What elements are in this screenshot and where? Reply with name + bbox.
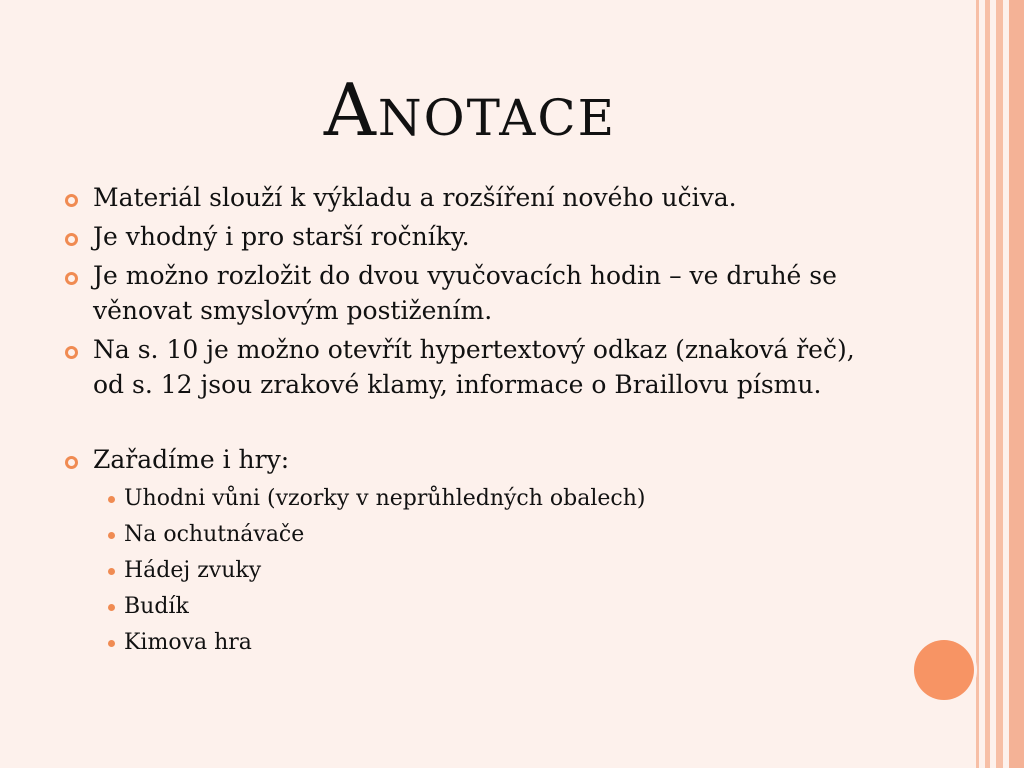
ring-bullet-icon: [65, 456, 78, 469]
ring-bullet-icon: [65, 194, 78, 207]
game-item: [83, 517, 882, 553]
games-list: [93, 481, 882, 661]
dot-bullet-icon: [108, 532, 115, 539]
game-item: [83, 589, 882, 625]
game-text: Uhodni vůni (vzorky v neprůhledných obalech): [124, 486, 646, 511]
bullet-item: [62, 180, 882, 215]
bullet-item: [62, 258, 882, 328]
bullet-item: [62, 332, 882, 402]
bullet-text: Zařadíme i hry:: [93, 445, 290, 474]
game-text: Kimova hra: [124, 630, 252, 655]
ring-bullet-icon: [65, 233, 78, 246]
bullet-item-games: [62, 442, 882, 661]
game-item: [83, 481, 882, 517]
game-item: [83, 553, 882, 589]
decor-stripe: [985, 0, 990, 768]
bullet-text: Na s. 10 je možno otevřít hypertextový odkaz (znaková řeč), od s. 12 jsou zrakové klamy, informace o Braillovu písmu.: [93, 335, 855, 399]
dot-bullet-icon: [108, 604, 115, 611]
dot-bullet-icon: [108, 568, 115, 575]
bullet-item: [62, 219, 882, 254]
game-text: Na ochutnávače: [124, 522, 305, 547]
decor-stripe: [996, 0, 1003, 768]
bullet-text: Je možno rozložit do dvou vyučovacích hodin – ve druhé se věnovat smyslovým postižením.: [93, 261, 837, 325]
decor-stripe: [1009, 0, 1024, 768]
bullet-text: Je vhodný i pro starší ročníky.: [93, 222, 470, 251]
game-item: [83, 625, 882, 661]
game-text: Hádej zvuky: [124, 558, 262, 583]
bullet-text: Materiál slouží k výkladu a rozšíření nového učiva.: [93, 183, 737, 212]
dot-bullet-icon: [108, 496, 115, 503]
game-text: Budík: [124, 594, 189, 619]
ring-bullet-icon: [65, 346, 78, 359]
ring-bullet-icon: [65, 272, 78, 285]
bullet-list: [62, 180, 882, 665]
dot-bullet-icon: [108, 640, 115, 647]
slide-title: Anotace: [323, 68, 617, 152]
decor-circle: [914, 640, 974, 700]
decor-stripe: [976, 0, 979, 768]
